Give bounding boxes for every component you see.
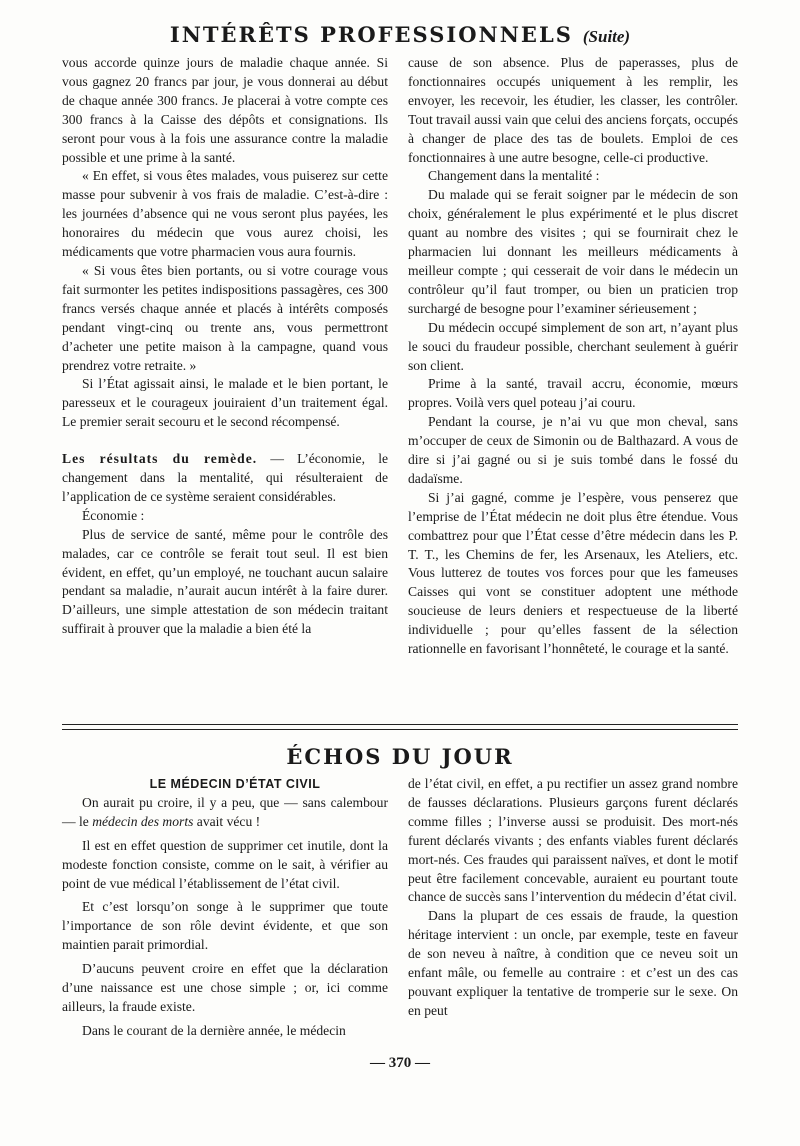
section-divider-thin	[62, 729, 738, 730]
paragraph: Dans la plupart de ces essais de fraude, la question héritage intervient : un oncle, par exemple, teste en faveur de son neveu à naître, à condition que ce neveu soit un enfant mâle, ou femelle au contraire : et c’est un des cas pouvant expliquer la tentative de tromperie sur le sexe. On en peut	[408, 908, 738, 1018]
article-title: LE MÉDECIN D’ÉTAT CIVIL	[149, 777, 321, 791]
paragraph: Prime à la santé, travail accru, économie, mœurs propres. Voilà vers quel poteau j’ai couru.	[408, 376, 738, 411]
subheading-mentalite: Changement dans la mentalité :	[428, 168, 600, 184]
results-text: — L’économie, le changement dans la mentalité, qui résulteraient de l’application de ce système seraient considérables.	[62, 451, 389, 504]
page-number: — 370 —	[370, 1055, 430, 1071]
paragraph: cause de son absence. Plus de paperasses, plus de fonctionnaires occupés uniquement à les remplir, les envoyer, les recevoir, les étudier, les classer, les contrôler. Tout travail aussi vain que celui des anciens forçats, occupés à changer de place des tas de boulets. Emploi de ces fonctionnaires à une autre besogne, celle-ci productive.	[408, 55, 738, 165]
section-subtitle: Les résultats du remède.	[62, 451, 258, 467]
emphasis: médecin des morts	[92, 813, 194, 829]
section-divider	[62, 724, 738, 725]
paragraph: Pendant la course, je n’ai vu que mon cheval, sans m’occuper de ceux de Simonin ou de Balthazard. A vous de dire si j’ai gagné ou si je suis tombé dans le fossé du dadaïsme.	[408, 414, 738, 486]
paragraph: « En effet, si vous êtes malades, vous puiserez sur cette masse pour subvenir à vos frais de maladie. C’est-à-dire : les journées d’absence qui ne vous seront plus payées, les honoraires du médecin que vous aurez choisi, les médicaments que votre pharmacien vous aura fournis.	[62, 168, 388, 260]
paragraph: Il est en effet question de supprimer cet inutile, dont la modeste fonction consiste, comme on le sait, à vérifier au point de vue médical l’établissement de l’état civil.	[62, 837, 388, 891]
paragraph: Plus de service de santé, même pour le contrôle des malades, car ce contrôle se ferait tout seul. Il est bien évident, en effet, qu’un employé, ne touchant aucun salaire pendant sa maladie, n’aurait aucun intérêt à la faire durer. D’ailleurs, une simple attestation de son médecin traitant suffirait à prouver que la maladie a bien été la	[62, 526, 388, 637]
paragraph: On aurait pu croire, il y a peu, que — sans calembour — le médecin des morts avait vécu !	[62, 794, 388, 829]
running-head-title: INTÉRÊTS PROFESSIONNELS	[169, 22, 573, 47]
section-title-echos: ÉCHOS DU JOUR	[286, 744, 514, 769]
paragraph: de l’état civil, en effet, a pu rectifier un assez grand nombre de fausses déclarations. Plusieurs garçons furent déclarés comme filles ; l’inverse aussi se produisit. Des mort-nés furent déclarés vivants ; des enfants viables furent déclarés mort-nés. Ces fraudes qui paraissent naïves, et dont le motif peut être facilement concevable, auraient eu pourtant toute chance de succès sans l’intervention du médecin d’état civil.	[408, 776, 738, 905]
running-head	[0, 22, 800, 47]
paragraph: vous accorde quinze jours de maladie chaque année. Si vous gagnez 20 francs par jour, je vous donnerai au début de chaque année 300 francs. Je placerai à votre compte ces 300 francs à la Caisse des dépôts et consignations. Ils seront pour vous à la fois une assurance contre la maladie possible et une prime à la santé.	[62, 55, 388, 165]
economie-label: Économie :	[82, 507, 145, 523]
paragraph: Dans le courant de la dernière année, le médecin	[82, 1022, 346, 1038]
column-top-left	[62, 54, 388, 639]
paragraph: Et c’est lorsqu’on songe à le supprimer que toute l’importance de son rôle devint évidente, et que son maintien parait primordial.	[62, 899, 388, 953]
paragraph: Du malade qui se ferait soigner par le médecin de son choix, généralement le plus expérimenté et le plus discret quant au nombre des visites ; qui se fournirait chez le pharmacien lui donnant les meilleurs médicaments à meilleur compte ; qui cesserait de voir dans le médecin un contrôleur qu’il faut tromper, ou bien un praticien trop surchargé de besogne pour l’examiner sérieusement ;	[408, 187, 738, 316]
paragraph: Si j’ai gagné, comme je l’espère, vous penserez que l’emprise de l’État médecin ne doit plus être étendue. Vous combattrez pour que l’État cesse d’être médecin dans les P. T. T., les Chemins de fer, les Arsenaux, les Ateliers, etc. Vous lutterez de toutes vos forces pour que les fameuses Caisses qui vont se constituer adoptent une méthode soucieuse de leurs deniers et respectueuse de la liberté individuelle ; pour qu’elles fassent de la sélection rationnelle en favorisant l’honnêteté, le courage et la santé.	[408, 489, 738, 657]
column-bottom-left	[62, 775, 388, 1041]
running-head-suite: (Suite)	[582, 27, 631, 46]
paragraph: D’aucuns peuvent croire en effet que la déclaration d’une naissance est une chose simple ; or, ici comme ailleurs, la fraude existe.	[62, 961, 388, 1014]
results-paragraph	[62, 450, 388, 507]
paragraph: Si l’État agissait ainsi, le malade et le bien portant, le paresseux et le courageux jouiraient d’un traitement égal. Le premier serait secouru et le second récompensé.	[62, 376, 388, 430]
column-top-right	[408, 54, 738, 659]
paragraph: « Si vous êtes bien portants, ou si votre courage vous fait surmonter les petites indispositions passagères, ces 300 francs versés chaque année et placés à intérêts composés pendant vingt-cinq ou trente ans, vous permettront d’acheter une petite maison à la campagne, quand vous prendrez votre retraite. »	[62, 262, 388, 373]
column-bottom-right	[408, 775, 738, 1021]
paragraph: Du médecin occupé simplement de son art, n’ayant plus le souci du fraudeur possible, cherchant seulement à guérir son client.	[408, 319, 738, 373]
